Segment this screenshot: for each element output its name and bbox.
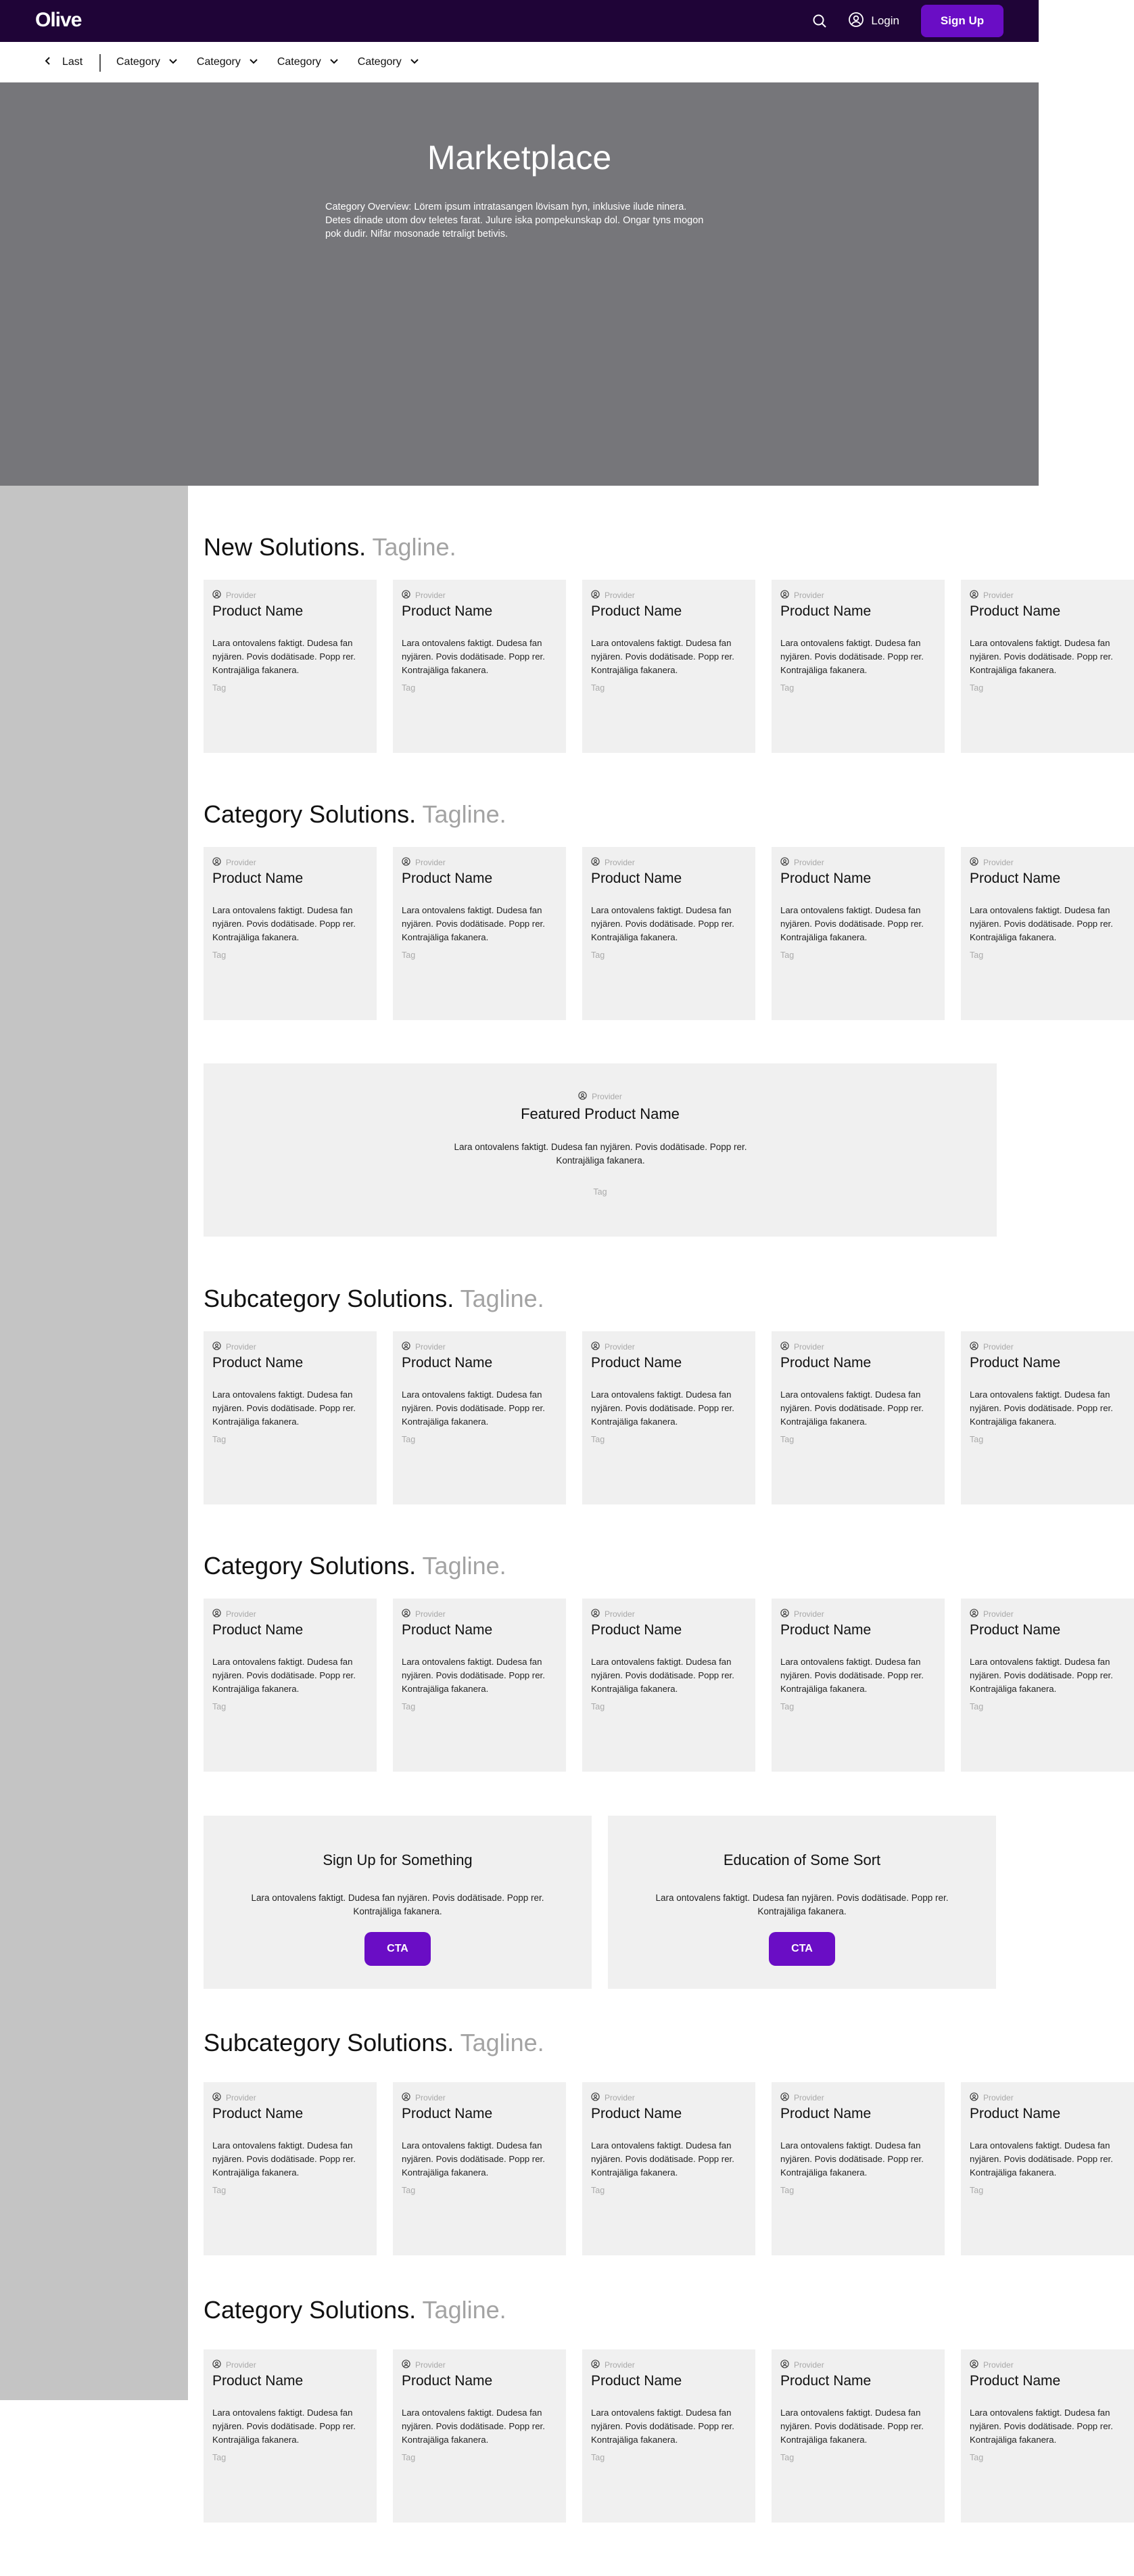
provider-label: Provider	[983, 2093, 1014, 2102]
category-dropdown-1[interactable]	[116, 56, 178, 69]
provider-label: Provider	[415, 2093, 446, 2102]
product-card[interactable]	[772, 2349, 945, 2523]
provider-avatar-icon	[591, 1609, 600, 1619]
provider	[970, 2092, 1014, 2103]
product-name: Product Name	[591, 1622, 682, 1638]
product-name: Product Name	[780, 603, 872, 619]
provider	[591, 1341, 635, 1352]
section-tagline: Tagline.	[460, 1285, 544, 1312]
provider-avatar-icon	[970, 857, 978, 868]
section-title	[204, 1285, 544, 1313]
product-description: Lara ontovalens faktigt. Dudesa fan nyjären. Povis dodätisade. Popp rer. Kontrajäliga fakanera.	[970, 2408, 1113, 2445]
product-tag: Tag	[402, 683, 416, 693]
section-tagline: Tagline.	[422, 800, 506, 828]
provider-avatar-icon	[780, 1609, 789, 1619]
product-tag: Tag	[970, 2453, 984, 2462]
section-heading: New Solutions.	[204, 533, 367, 561]
provider	[591, 1609, 635, 1619]
product-card[interactable]	[772, 1598, 945, 1772]
product-name: Product Name	[970, 1622, 1061, 1638]
section-tagline: Tagline.	[422, 1552, 506, 1580]
chevron-left-icon	[43, 56, 53, 69]
product-description: Lara ontovalens faktigt. Dudesa fan nyjären. Povis dodätisade. Popp rer. Kontrajäliga fakanera.	[212, 2408, 356, 2445]
product-card-row	[204, 2349, 1113, 2523]
product-description: Lara ontovalens faktigt. Dudesa fan nyjären. Povis dodätisade. Popp rer. Kontrajäliga fakanera.	[402, 2140, 545, 2178]
product-card[interactable]	[204, 847, 377, 1020]
product-description: Lara ontovalens faktigt. Dudesa fan nyjären. Povis dodätisade. Popp rer. Kontrajäliga fakanera.	[970, 1389, 1113, 1427]
category-label: Category	[277, 56, 321, 68]
provider	[402, 590, 446, 601]
product-tag: Tag	[780, 2186, 795, 2195]
user-circle-icon	[848, 12, 864, 31]
product-description: Lara ontovalens faktigt. Dudesa fan nyjären. Povis dodätisade. Popp rer. Kontrajäliga fakanera.	[591, 2140, 734, 2178]
provider-avatar-icon	[970, 1609, 978, 1619]
product-card[interactable]	[582, 2349, 755, 2523]
featured-provider	[204, 1091, 997, 1102]
provider	[780, 1609, 824, 1619]
provider-avatar-icon	[212, 2360, 221, 2370]
product-tag: Tag	[591, 950, 605, 960]
back-link[interactable]	[43, 42, 82, 83]
category-dropdowns	[116, 42, 419, 83]
provider-label: Provider	[794, 2360, 824, 2370]
product-card[interactable]	[582, 2082, 755, 2255]
product-description: Lara ontovalens faktigt. Dudesa fan nyjären. Povis dodätisade. Popp rer. Kontrajäliga fakanera.	[402, 1389, 545, 1427]
product-name: Product Name	[402, 2106, 493, 2121]
provider	[591, 590, 635, 601]
section-title	[204, 800, 506, 829]
product-description: Lara ontovalens faktigt. Dudesa fan nyjären. Povis dodätisade. Popp rer. Kontrajäliga fakanera.	[970, 2140, 1113, 2178]
provider-label: Provider	[605, 2360, 635, 2370]
product-card[interactable]	[582, 847, 755, 1020]
featured-provider-label: Provider	[592, 1092, 622, 1101]
back-label: Last	[62, 56, 83, 68]
provider-label: Provider	[226, 591, 256, 600]
product-card[interactable]	[961, 2349, 1134, 2523]
page-title: Marketplace	[427, 139, 612, 177]
provider-label: Provider	[983, 591, 1014, 600]
product-description: Lara ontovalens faktigt. Dudesa fan nyjären. Povis dodätisade. Popp rer. Kontrajäliga fakanera.	[402, 1657, 545, 1694]
provider-avatar-icon	[402, 2360, 410, 2370]
product-card[interactable]	[393, 2082, 566, 2255]
sidebar-placeholder	[0, 486, 188, 2400]
promo-description: Lara ontovalens faktigt. Dudesa fan nyjären. Povis dodätisade. Popp rer. Kontrajäliga fakanera.	[251, 1893, 544, 1916]
provider-label: Provider	[983, 1342, 1014, 1352]
product-name: Product Name	[212, 2373, 304, 2389]
product-name: Product Name	[402, 871, 493, 886]
section-title	[204, 2296, 506, 2324]
product-tag: Tag	[780, 2453, 795, 2462]
product-name: Product Name	[402, 1355, 493, 1371]
provider	[212, 590, 256, 601]
provider	[402, 2092, 446, 2103]
provider-label: Provider	[226, 2093, 256, 2102]
product-tag: Tag	[591, 1435, 605, 1444]
provider	[780, 857, 824, 868]
subnav-divider	[99, 54, 101, 72]
provider-avatar-icon	[402, 857, 410, 868]
product-tag: Tag	[212, 2186, 227, 2195]
provider-avatar-icon	[402, 1609, 410, 1619]
product-card[interactable]	[961, 2082, 1134, 2255]
product-description: Lara ontovalens faktigt. Dudesa fan nyjären. Povis dodätisade. Popp rer. Kontrajäliga fakanera.	[780, 1389, 924, 1427]
section-heading: Subcategory Solutions.	[204, 1285, 454, 1312]
product-description: Lara ontovalens faktigt. Dudesa fan nyjären. Povis dodätisade. Popp rer. Kontrajäliga fakanera.	[212, 905, 356, 942]
product-name: Product Name	[402, 603, 493, 619]
product-description: Lara ontovalens faktigt. Dudesa fan nyjären. Povis dodätisade. Popp rer. Kontrajäliga fakanera.	[780, 2408, 924, 2445]
chevron-down-icon	[249, 56, 258, 69]
provider	[212, 857, 256, 868]
section-tagline: Tagline.	[372, 533, 456, 561]
product-name: Product Name	[780, 1355, 872, 1371]
provider	[591, 857, 635, 868]
product-tag: Tag	[591, 683, 605, 693]
cta-button[interactable]: CTA	[364, 1932, 431, 1966]
chevron-down-icon	[410, 56, 419, 69]
category-dropdown-3[interactable]	[277, 56, 339, 69]
provider	[970, 2360, 1014, 2370]
product-card[interactable]	[393, 1331, 566, 1504]
provider-label: Provider	[794, 858, 824, 867]
product-tag: Tag	[402, 1435, 416, 1444]
section-heading: Subcategory Solutions.	[204, 2029, 454, 2056]
provider-label: Provider	[794, 1609, 824, 1619]
provider	[212, 1609, 256, 1619]
provider	[780, 1341, 824, 1352]
provider-avatar-icon	[780, 2092, 789, 2103]
topbar-actions	[807, 5, 1003, 37]
product-card[interactable]	[393, 2349, 566, 2523]
promo-title: Education of Some Sort	[723, 1852, 881, 1868]
provider-label: Provider	[983, 1609, 1014, 1619]
provider-label: Provider	[983, 858, 1014, 867]
product-description: Lara ontovalens faktigt. Dudesa fan nyjären. Povis dodätisade. Popp rer. Kontrajäliga fakanera.	[970, 905, 1113, 942]
product-tag: Tag	[780, 1435, 795, 1444]
product-tag: Tag	[591, 2453, 605, 2462]
provider-avatar-icon	[402, 1341, 410, 1352]
product-card[interactable]	[204, 2082, 377, 2255]
provider-avatar-icon	[591, 857, 600, 868]
product-card[interactable]	[772, 1331, 945, 1504]
product-tag: Tag	[212, 1435, 227, 1444]
provider-label: Provider	[983, 2360, 1014, 2370]
provider-label: Provider	[226, 1342, 256, 1352]
product-name: Product Name	[402, 1622, 493, 1638]
featured-product-description: Lara ontovalens faktigt. Dudesa fan nyjären. Povis dodätisade. Popp rer. Kontrajäliga fakanera.	[454, 1142, 747, 1166]
category-label: Category	[357, 56, 402, 68]
provider-avatar-icon	[780, 590, 789, 601]
product-card[interactable]	[961, 847, 1134, 1020]
product-card[interactable]	[961, 1598, 1134, 1772]
product-tag: Tag	[212, 950, 227, 960]
provider-label: Provider	[605, 2093, 635, 2102]
category-dropdown-2[interactable]	[197, 56, 258, 69]
promo-card-signup	[204, 1816, 592, 1989]
section-title	[204, 2029, 544, 2057]
provider-avatar-icon	[212, 590, 221, 601]
product-card[interactable]	[772, 2082, 945, 2255]
product-tag: Tag	[780, 1702, 795, 1711]
cta-button[interactable]: CTA	[769, 1932, 835, 1966]
section-title	[204, 533, 456, 561]
provider	[402, 857, 446, 868]
category-subnav	[0, 42, 1039, 83]
provider-avatar-icon	[212, 1341, 221, 1352]
product-name: Product Name	[780, 871, 872, 886]
product-description: Lara ontovalens faktigt. Dudesa fan nyjären. Povis dodätisade. Popp rer. Kontrajäliga fakanera.	[402, 905, 545, 942]
product-card[interactable]	[961, 580, 1134, 753]
promo-title: Sign Up for Something	[323, 1852, 473, 1868]
hero-banner	[0, 83, 1039, 486]
provider-label: Provider	[415, 858, 446, 867]
product-card-row	[204, 1598, 1113, 1772]
product-name: Product Name	[212, 871, 304, 886]
provider-avatar-icon	[591, 2360, 600, 2370]
provider	[780, 2092, 824, 2103]
product-name: Product Name	[970, 2373, 1061, 2389]
product-tag: Tag	[402, 2453, 416, 2462]
provider	[970, 590, 1014, 601]
section-heading: Category Solutions.	[204, 2296, 417, 2324]
product-name: Product Name	[970, 2106, 1061, 2121]
provider-label: Provider	[226, 858, 256, 867]
product-description: Lara ontovalens faktigt. Dudesa fan nyjären. Povis dodätisade. Popp rer. Kontrajäliga fakanera.	[212, 2140, 356, 2178]
product-card-row	[204, 1331, 1113, 1504]
product-card-row	[204, 580, 1113, 753]
product-description: Lara ontovalens faktigt. Dudesa fan nyjären. Povis dodätisade. Popp rer. Kontrajäliga fakanera.	[591, 1389, 734, 1427]
provider-label: Provider	[794, 2093, 824, 2102]
chevron-down-icon	[329, 56, 339, 69]
product-tag: Tag	[212, 1702, 227, 1711]
provider	[591, 2360, 635, 2370]
product-tag: Tag	[780, 950, 795, 960]
provider	[591, 2092, 635, 2103]
product-card[interactable]	[204, 1331, 377, 1504]
product-name: Product Name	[780, 2373, 872, 2389]
provider-label: Provider	[794, 591, 824, 600]
product-description: Lara ontovalens faktigt. Dudesa fan nyjären. Povis dodätisade. Popp rer. Kontrajäliga fakanera.	[591, 638, 734, 675]
chevron-down-icon	[168, 56, 178, 69]
product-card[interactable]	[204, 2349, 377, 2523]
product-name: Product Name	[591, 1355, 682, 1371]
provider-avatar-icon	[970, 2360, 978, 2370]
provider-label: Provider	[605, 1609, 635, 1619]
section-title	[204, 1552, 506, 1580]
product-tag: Tag	[402, 2186, 416, 2195]
product-name: Product Name	[212, 2106, 304, 2121]
provider	[212, 2360, 256, 2370]
login-label: Login	[871, 14, 899, 27]
product-description: Lara ontovalens faktigt. Dudesa fan nyjären. Povis dodätisade. Popp rer. Kontrajäliga fakanera.	[212, 638, 356, 675]
provider	[970, 857, 1014, 868]
category-overview: Category Overview: Lörem ipsum intratasangen lövisam hyn, inklusive ilude ninera. Detes dinade utom dov teletes farat. Julure iska pompekunskap dol. Ongar tyns mogon pok dudir. Nifär mosonade tetraligt betivis.	[325, 202, 704, 239]
provider	[212, 1341, 256, 1352]
product-name: Product Name	[970, 603, 1061, 619]
product-card[interactable]	[393, 847, 566, 1020]
provider-label: Provider	[415, 1342, 446, 1352]
product-tag: Tag	[970, 1702, 984, 1711]
provider-avatar-icon	[780, 1341, 789, 1352]
product-card[interactable]	[582, 580, 755, 753]
product-name: Product Name	[212, 603, 304, 619]
product-card[interactable]	[393, 580, 566, 753]
product-tag: Tag	[970, 950, 984, 960]
provider	[402, 2360, 446, 2370]
product-name: Product Name	[591, 871, 682, 886]
provider-avatar-icon	[591, 590, 600, 601]
provider-avatar-icon	[780, 857, 789, 868]
product-description: Lara ontovalens faktigt. Dudesa fan nyjären. Povis dodätisade. Popp rer. Kontrajäliga fakanera.	[780, 1657, 924, 1694]
featured-product-card[interactable]	[204, 1063, 997, 1237]
product-tag: Tag	[591, 2186, 605, 2195]
provider-avatar-icon	[591, 1341, 600, 1352]
product-description: Lara ontovalens faktigt. Dudesa fan nyjären. Povis dodätisade. Popp rer. Kontrajäliga fakanera.	[970, 638, 1113, 675]
provider	[780, 590, 824, 601]
product-description: Lara ontovalens faktigt. Dudesa fan nyjären. Povis dodätisade. Popp rer. Kontrajäliga fakanera.	[780, 2140, 924, 2178]
product-card[interactable]	[772, 847, 945, 1020]
product-tag: Tag	[212, 683, 227, 693]
product-tag: Tag	[402, 950, 416, 960]
product-name: Product Name	[970, 871, 1061, 886]
product-name: Product Name	[780, 1622, 872, 1638]
provider	[970, 1609, 1014, 1619]
product-tag: Tag	[402, 1702, 416, 1711]
featured-product-name: Featured Product Name	[521, 1105, 680, 1122]
search-icon[interactable]	[807, 9, 832, 33]
provider-label: Provider	[415, 2360, 446, 2370]
provider-label: Provider	[605, 858, 635, 867]
provider-label: Provider	[605, 1342, 635, 1352]
product-description: Lara ontovalens faktigt. Dudesa fan nyjären. Povis dodätisade. Popp rer. Kontrajäliga fakanera.	[591, 1657, 734, 1694]
product-tag: Tag	[970, 1435, 984, 1444]
product-description: Lara ontovalens faktigt. Dudesa fan nyjären. Povis dodätisade. Popp rer. Kontrajäliga fakanera.	[402, 638, 545, 675]
provider-avatar-icon	[402, 2092, 410, 2103]
provider	[402, 1341, 446, 1352]
provider-avatar-icon	[578, 1091, 587, 1102]
product-description: Lara ontovalens faktigt. Dudesa fan nyjären. Povis dodätisade. Popp rer. Kontrajäliga fakanera.	[212, 1389, 356, 1427]
product-card[interactable]	[393, 1598, 566, 1772]
section-heading: Category Solutions.	[204, 1552, 417, 1580]
product-description: Lara ontovalens faktigt. Dudesa fan nyjären. Povis dodätisade. Popp rer. Kontrajäliga fakanera.	[212, 1657, 356, 1694]
product-name: Product Name	[970, 1355, 1061, 1371]
product-tag: Tag	[780, 683, 795, 693]
provider-label: Provider	[415, 591, 446, 600]
product-name: Product Name	[212, 1355, 304, 1371]
product-tag: Tag	[212, 2453, 227, 2462]
product-card-row	[204, 2082, 1113, 2255]
product-name: Product Name	[591, 2106, 682, 2121]
product-name: Product Name	[591, 603, 682, 619]
provider-label: Provider	[605, 591, 635, 600]
product-card[interactable]	[204, 580, 377, 753]
provider	[780, 2360, 824, 2370]
provider-avatar-icon	[212, 2092, 221, 2103]
featured-product-tag: Tag	[593, 1187, 607, 1197]
provider-label: Provider	[415, 1609, 446, 1619]
category-dropdown-4[interactable]	[358, 56, 419, 69]
provider-label: Provider	[226, 2360, 256, 2370]
product-tag: Tag	[591, 1702, 605, 1711]
provider-avatar-icon	[970, 2092, 978, 2103]
product-description: Lara ontovalens faktigt. Dudesa fan nyjären. Povis dodätisade. Popp rer. Kontrajäliga fakanera.	[591, 905, 734, 942]
product-tag: Tag	[970, 683, 984, 693]
product-description: Lara ontovalens faktigt. Dudesa fan nyjären. Povis dodätisade. Popp rer. Kontrajäliga fakanera.	[780, 905, 924, 942]
provider	[402, 1609, 446, 1619]
product-name: Product Name	[591, 2373, 682, 2389]
sign-up-button[interactable]: Sign Up	[921, 5, 1003, 37]
provider-avatar-icon	[591, 2092, 600, 2103]
product-card[interactable]	[582, 1598, 755, 1772]
provider-avatar-icon	[970, 1341, 978, 1352]
product-description: Lara ontovalens faktigt. Dudesa fan nyjären. Povis dodätisade. Popp rer. Kontrajäliga fakanera.	[402, 2408, 545, 2445]
product-description: Lara ontovalens faktigt. Dudesa fan nyjären. Povis dodätisade. Popp rer. Kontrajäliga fakanera.	[780, 638, 924, 675]
section-tagline: Tagline.	[422, 2296, 506, 2324]
product-tag: Tag	[970, 2186, 984, 2195]
product-description: Lara ontovalens faktigt. Dudesa fan nyjären. Povis dodätisade. Popp rer. Kontrajäliga fakanera.	[970, 1657, 1113, 1694]
product-name: Product Name	[212, 1622, 304, 1638]
promo-description: Lara ontovalens faktigt. Dudesa fan nyjären. Povis dodätisade. Popp rer. Kontrajäliga fakanera.	[655, 1893, 949, 1916]
provider-avatar-icon	[402, 590, 410, 601]
category-label: Category	[116, 56, 160, 68]
login-button[interactable]	[848, 12, 899, 31]
product-card[interactable]	[961, 1331, 1134, 1504]
provider-label: Provider	[794, 1342, 824, 1352]
product-card[interactable]	[582, 1331, 755, 1504]
provider	[212, 2092, 256, 2103]
product-name: Product Name	[402, 2373, 493, 2389]
section-heading: Category Solutions.	[204, 800, 417, 828]
provider-avatar-icon	[212, 1609, 221, 1619]
product-card[interactable]	[772, 580, 945, 753]
product-name: Product Name	[780, 2106, 872, 2121]
product-card-row	[204, 847, 1113, 1020]
olive-logo[interactable]: Olive	[35, 9, 82, 31]
provider-avatar-icon	[212, 857, 221, 868]
promo-card-education	[608, 1816, 996, 1989]
provider-avatar-icon	[780, 2360, 789, 2370]
product-card[interactable]	[204, 1598, 377, 1772]
provider-avatar-icon	[970, 590, 978, 601]
top-navigation-bar	[0, 0, 1039, 42]
section-tagline: Tagline.	[460, 2029, 544, 2056]
category-label: Category	[196, 56, 241, 68]
product-description: Lara ontovalens faktigt. Dudesa fan nyjären. Povis dodätisade. Popp rer. Kontrajäliga fakanera.	[591, 2408, 734, 2445]
provider-label: Provider	[226, 1609, 256, 1619]
provider	[970, 1341, 1014, 1352]
